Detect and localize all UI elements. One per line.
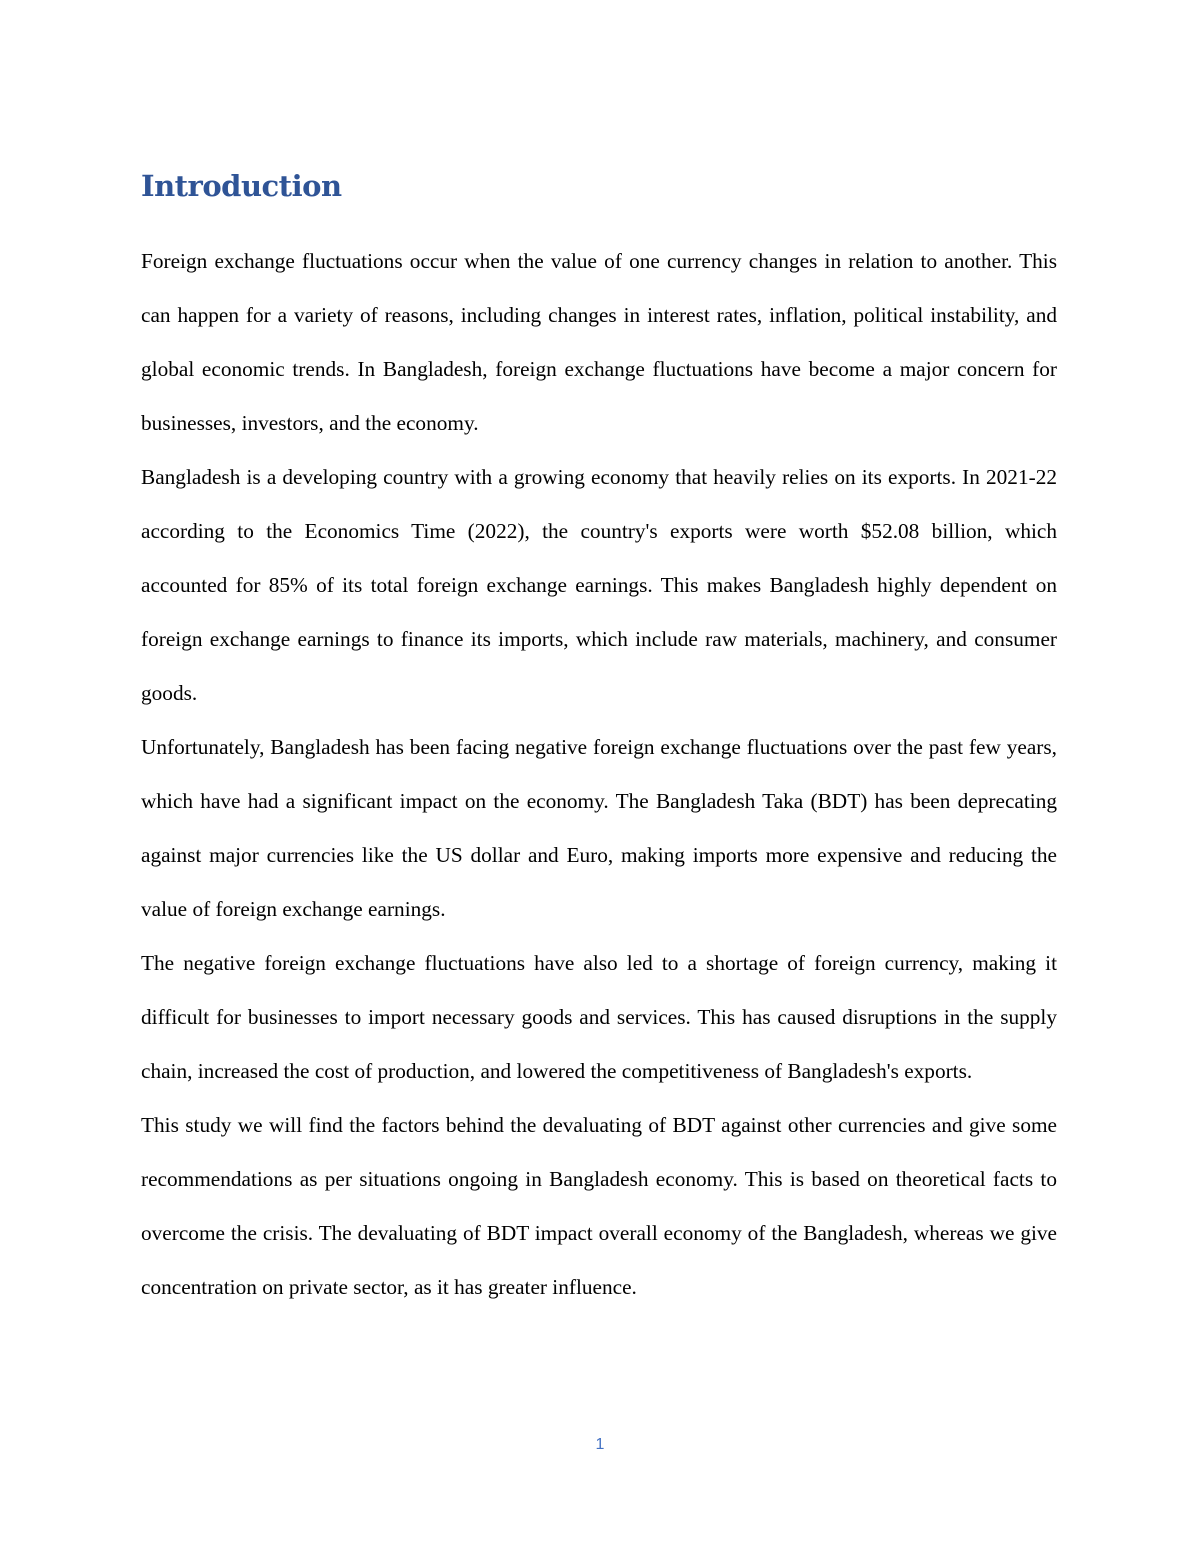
body-text xyxy=(141,234,1057,1314)
paragraph: Foreign exchange fluctuations occur when the value of one currency changes in relation to another. This can happen for a variety of reasons, including changes in interest rates, inflation, political instability, and global economic trends. In Bangladesh, foreign exchange fluctuations have become a major concern for businesses, investors, and the economy. xyxy=(141,249,1057,435)
paragraph: Unfortunately, Bangladesh has been facing negative foreign exchange fluctuations over the past few years, which have had a significant impact on the economy. The Bangladesh Taka (BDT) has been deprecating against major currencies like the US dollar and Euro, making imports more expensive and reducing the value of foreign exchange earnings. xyxy=(141,735,1057,921)
paragraph: The negative foreign exchange fluctuations have also led to a shortage of foreign currency, making it difficult for businesses to import necessary goods and services. This has caused disruptions in the supply chain, increased the cost of production, and lowered the competitiveness of Bangladesh's exports. xyxy=(141,951,1057,1083)
section-heading: Introduction xyxy=(141,169,342,203)
paragraph: This study we will find the factors behind the devaluating of BDT against other currencies and give some recommendations as per situations ongoing in Bangladesh economy. This is based on theoretical facts to overcome the crisis. The devaluating of BDT impact overall economy of the Bangladesh, whereas we give concentration on private sector, as it has greater influence. xyxy=(141,1113,1057,1299)
page-number: 1 xyxy=(595,1436,605,1453)
paragraph: Bangladesh is a developing country with a growing economy that heavily relies on its exports. In 2021-22 according to the Economics Time (2022), the country's exports were worth $52.08 billion, which accounted for 85% of its total foreign exchange earnings. This makes Bangladesh highly dependent on foreign exchange earnings to finance its imports, which include raw materials, machinery, and consumer goods. xyxy=(141,465,1057,705)
